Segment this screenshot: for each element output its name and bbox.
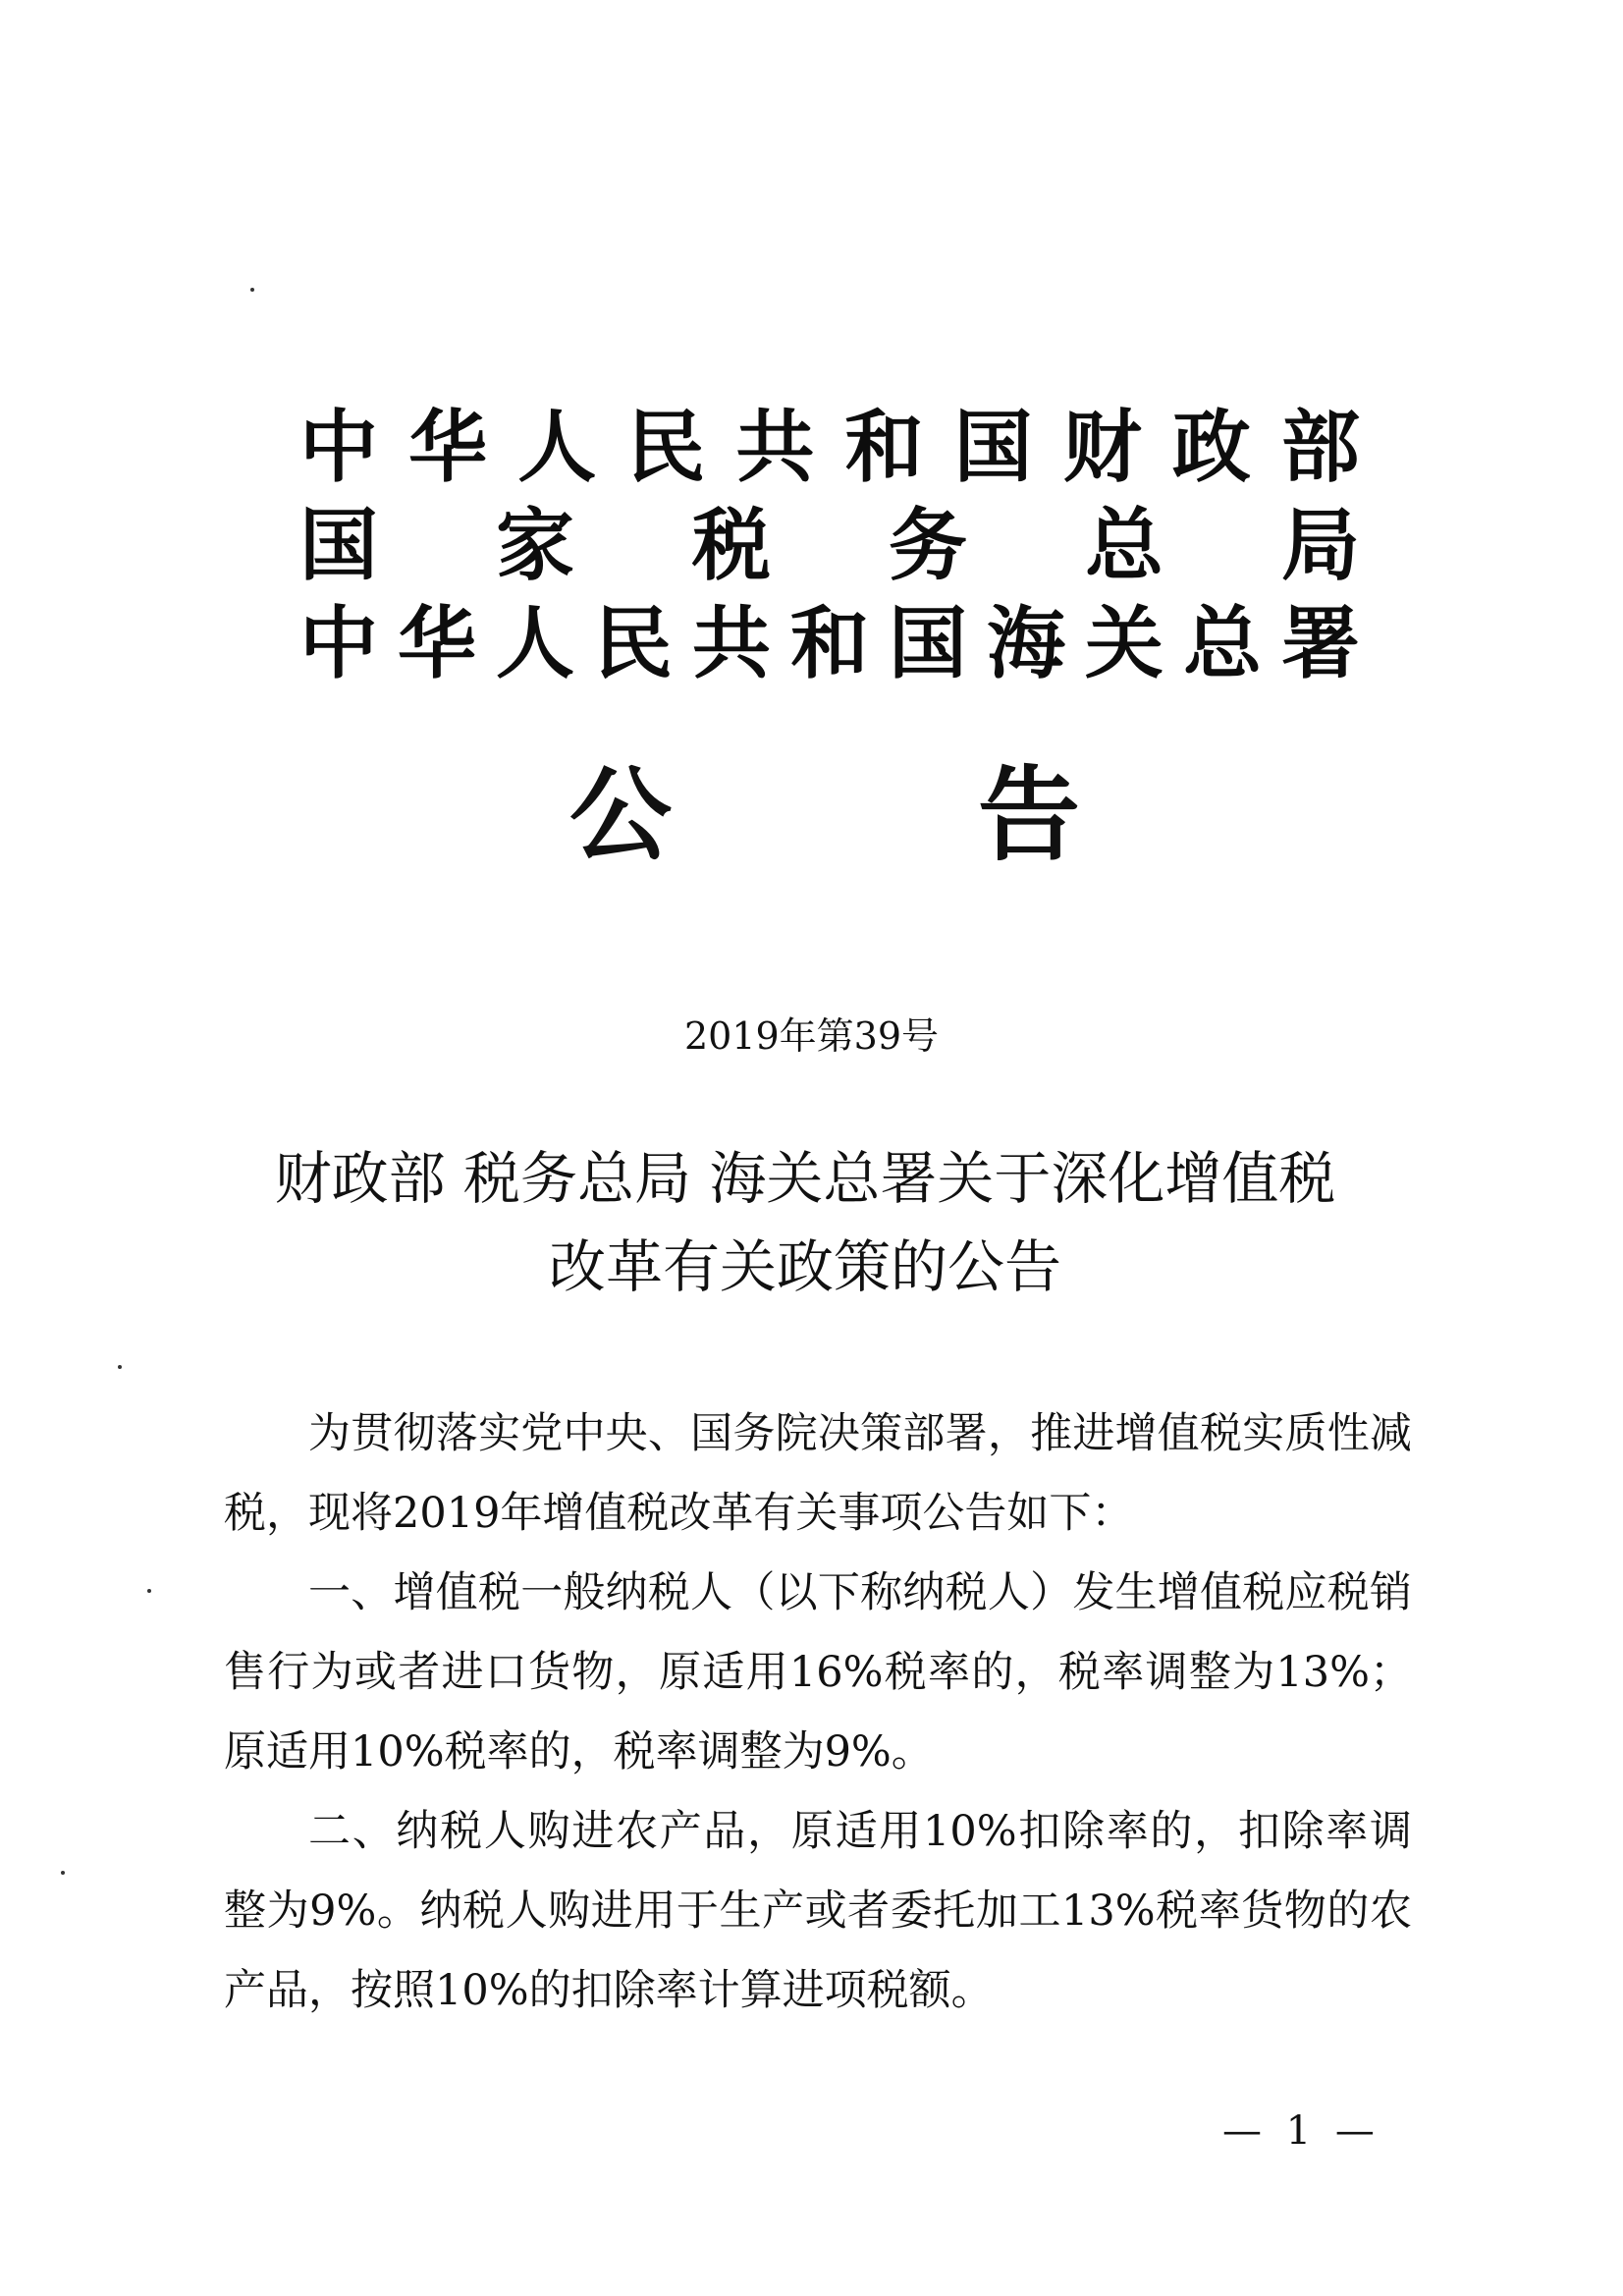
- document-number: 2019年第39号: [683, 1014, 940, 1058]
- heading-char: 中: [299, 401, 378, 493]
- scan-speck: [118, 1365, 122, 1369]
- heading-char: 民: [626, 401, 706, 493]
- body-text: [224, 1394, 1412, 2031]
- scan-speck: [147, 1589, 151, 1593]
- heading-char: 公: [569, 754, 673, 875]
- heading-char: 和: [790, 597, 869, 689]
- paragraph-item-1: 一、增值税一般纳税人（以下称纳税人）发生增值税应税销售行为或者进口货物，原适用16%税率的，税率调整为13%；原适用10%税率的，税率调整为9%。: [224, 1568, 1412, 1777]
- heading-char: 务: [889, 499, 967, 591]
- paragraph-item-2: 二、纳税人购进农产品，原适用10%扣除率的，扣除率调整为9%。纳税人购进用于生产或者委托加工13%税率货物的农产品，按照10%的扣除率计算进项税额。: [224, 1807, 1412, 2015]
- scan-speck: [250, 288, 254, 292]
- heading-char: 人: [517, 401, 597, 493]
- heading-char: 华: [408, 401, 488, 493]
- heading-char: 民: [594, 597, 673, 689]
- paragraph-preamble: 为贯彻落实党中央、国务院决策部署，推进增值税实质性减税，现将2019年增值税改革有关事项公告如下：: [224, 1409, 1412, 1538]
- issuer-line-mof: [299, 398, 1360, 496]
- heading-char: 共: [735, 401, 815, 493]
- heading-char: 政: [1171, 401, 1251, 493]
- heading-char: 海: [987, 597, 1065, 689]
- heading-char: 总: [1085, 499, 1163, 591]
- heading-char: 国: [953, 401, 1033, 493]
- announcement-title: [569, 756, 1080, 874]
- heading-char: 告: [977, 754, 1080, 875]
- heading-char: 部: [1280, 401, 1360, 493]
- subject-title: [196, 1134, 1414, 1311]
- issuer-line-sat: [299, 496, 1360, 594]
- heading-char: 家: [496, 499, 574, 591]
- page-number: — 1 —: [1222, 2108, 1380, 2154]
- heading-char: 中: [299, 597, 378, 689]
- subject-title-line-1: 财政部 税务总局 海关总署关于深化增值税: [274, 1145, 1336, 1212]
- heading-char: 华: [398, 597, 476, 689]
- heading-char: 和: [844, 401, 924, 493]
- heading-char: 税: [692, 499, 771, 591]
- scan-speck: [61, 1871, 65, 1875]
- heading-char: 局: [1281, 499, 1360, 591]
- subject-title-line-2: 改革有关政策的公告: [548, 1233, 1061, 1300]
- heading-char: 国: [299, 499, 378, 591]
- heading-char: 总: [1183, 597, 1262, 689]
- heading-char: 关: [1085, 597, 1163, 689]
- issuer-line-customs: [299, 594, 1360, 692]
- heading-char: 国: [889, 597, 967, 689]
- heading-char: 人: [496, 597, 574, 689]
- heading-char: 财: [1062, 401, 1142, 493]
- heading-char: 署: [1281, 597, 1360, 689]
- heading-char: 共: [692, 597, 771, 689]
- issuer-block: [299, 398, 1360, 692]
